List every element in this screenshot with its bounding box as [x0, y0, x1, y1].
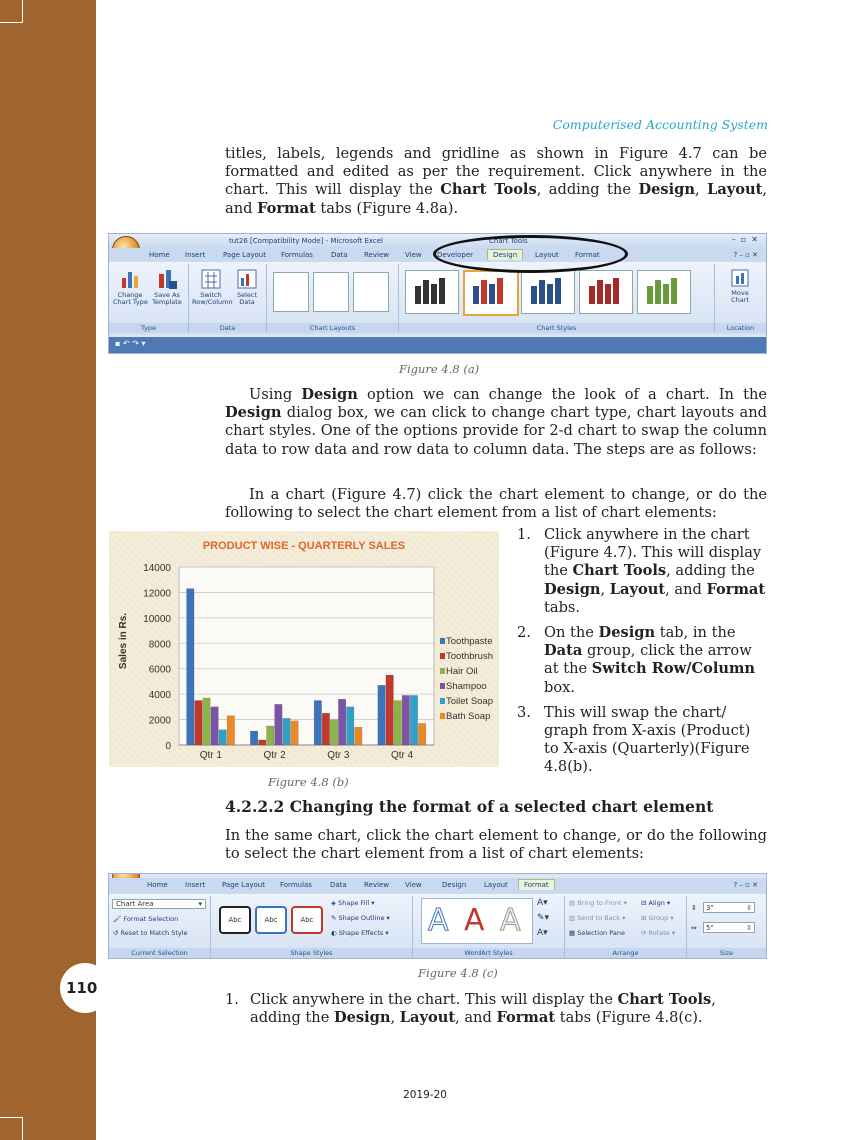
chart-area-select[interactable]: Chart Area ▾: [112, 899, 206, 909]
tab-layout[interactable]: Layout: [535, 251, 559, 259]
tab-review[interactable]: Review: [364, 881, 389, 889]
tab-view[interactable]: View: [405, 881, 422, 889]
page-footer: 2019-20: [403, 1089, 447, 1101]
bar-shampoo: [211, 707, 219, 745]
crop-mark-bottom: [0, 1117, 23, 1140]
tab-formulas[interactable]: Formulas: [281, 251, 313, 259]
tab-view[interactable]: View: [405, 251, 422, 259]
chart-svg: [109, 531, 499, 767]
send-to-back-button[interactable]: ▥ Send to Back ▾: [569, 914, 626, 922]
legend-swatch: [440, 683, 445, 689]
legend-swatch: [440, 638, 445, 644]
chart-tools-label: Chart Tools: [489, 237, 528, 245]
text-outline-icon[interactable]: ✎▾: [537, 913, 550, 923]
shape-style-2[interactable]: Abc: [255, 906, 287, 934]
help-icon[interactable]: ? – ▫ ✕: [733, 881, 758, 889]
bar-bath-soap: [291, 721, 299, 745]
bar-toothbrush: [386, 675, 394, 745]
shape-effects-button[interactable]: ◐ Shape Effects ▾: [331, 929, 389, 937]
page-number: 110: [60, 963, 110, 1013]
format-paragraph: In the same chart, click the chart element to change, or do the following to select the chart element from a list of chart elements:: [225, 827, 767, 863]
group-label-chart-styles: Chart Styles: [399, 323, 714, 333]
group-chart-styles: [399, 264, 715, 333]
width-field[interactable]: 5" ⇳: [703, 922, 755, 933]
y-tick-label: 14000: [143, 563, 171, 574]
ribbon-tabs: [109, 878, 766, 894]
y-tick-label: 2000: [148, 715, 171, 727]
group-label-data: Data: [189, 323, 266, 333]
stepper-icon[interactable]: ⇳: [746, 924, 752, 932]
selection-pane-button[interactable]: ▦ Selection Pane: [569, 929, 625, 937]
stepper-icon[interactable]: ⇳: [746, 904, 752, 912]
y-tick-label: 12000: [143, 588, 171, 600]
format-ribbon-screenshot: [108, 873, 767, 959]
bar-toothbrush: [322, 713, 330, 745]
legend-entry: Hair Oil: [446, 666, 478, 677]
legend-entry: Toothbrush: [446, 651, 494, 662]
bar-hair-oil: [330, 720, 338, 745]
group-location: [715, 264, 766, 333]
legend-swatch: [440, 698, 445, 704]
tab-formulas[interactable]: Formulas: [280, 881, 312, 889]
y-tick-label: 8000: [148, 639, 171, 651]
bar-bath-soap: [355, 727, 363, 745]
figure-caption-c: Figure 4.8 (c): [418, 966, 498, 980]
tab-page-layout[interactable]: Page Layout: [222, 881, 265, 889]
list-item: 2. On the Design tab, in the Data group, click the arrow at the Switch Row/Column box.: [517, 624, 756, 696]
wordart-gallery[interactable]: [421, 898, 533, 944]
bar-shampoo: [402, 695, 410, 745]
ribbon-body: [109, 262, 766, 335]
wordart-style-1[interactable]: A: [428, 903, 449, 938]
legend-entry: Bath Soap: [446, 711, 491, 722]
ribbon-body: [109, 894, 766, 958]
tab-page-layout[interactable]: Page Layout: [223, 251, 266, 259]
layout-thumb-2[interactable]: [313, 272, 349, 312]
bar-toilet-soap: [346, 707, 354, 745]
group-current-selection: [109, 896, 211, 958]
height-field[interactable]: 3" ⇳: [703, 902, 755, 913]
tab-format[interactable]: Format: [518, 879, 555, 890]
tab-data[interactable]: Data: [331, 251, 348, 259]
bar-hair-oil: [203, 698, 211, 745]
text-effects-icon[interactable]: A▾: [537, 928, 548, 938]
list-item: 1. Click anywhere in the chart (Figure 4.7). This will display the Chart Tools, adding the Design, Layout, and Format tabs.: [517, 526, 766, 616]
bar-toothpaste: [378, 685, 386, 745]
group-data: [189, 264, 267, 333]
section-heading: 4.2.2.2 Changing the format of a selected chart element: [225, 797, 714, 816]
legend-swatch: [440, 713, 445, 719]
select-data-button[interactable]: Select Data: [231, 268, 263, 306]
x-tick-label: Qtr 1: [199, 750, 222, 761]
bar-toothbrush: [258, 740, 266, 745]
chart-tools-highlight-ellipse: [433, 235, 628, 273]
group-size: [687, 896, 766, 958]
y-tick-label: 0: [165, 741, 171, 752]
layout-thumb-3[interactable]: [353, 272, 389, 312]
chart-type-icon: [119, 268, 141, 290]
group-label-wordart-styles: WordArt Styles: [413, 948, 564, 958]
wordart-style-2[interactable]: A: [464, 903, 485, 938]
window-controls-icon[interactable]: – ▫ ✕: [731, 235, 758, 244]
running-head: Computerised Accounting System: [552, 117, 768, 132]
switch-row-column-button[interactable]: Switch Row/Column: [192, 268, 230, 306]
group-shape-styles: [211, 896, 413, 958]
x-tick-label: Qtr 4: [391, 750, 414, 761]
chevron-down-icon: ▾: [198, 900, 202, 908]
shape-fill-button[interactable]: ◈ Shape Fill ▾: [331, 899, 375, 907]
y-tick-label: 4000: [148, 690, 171, 702]
y-axis-title: Sales in Rs.: [118, 612, 129, 670]
window-title-bar: [109, 234, 766, 248]
tab-insert[interactable]: Insert: [185, 881, 206, 889]
reset-style-button[interactable]: ↺ Reset to Match Style: [113, 929, 188, 937]
bar-toothpaste: [187, 589, 195, 745]
select-data-icon: [236, 268, 258, 290]
bar-toothpaste: [314, 701, 322, 746]
tab-format[interactable]: Format: [575, 251, 600, 259]
group-label-arrange: Arrange: [565, 948, 686, 958]
x-tick-label: Qtr 3: [327, 750, 350, 761]
figure-caption-b: Figure 4.8 (b): [268, 775, 349, 789]
group-wordart-styles: [413, 896, 565, 958]
group-label-chart-layouts: Chart Layouts: [267, 323, 398, 333]
group-label-shape-styles: Shape Styles: [211, 948, 412, 958]
tab-insert[interactable]: Insert: [185, 251, 206, 259]
move-chart-icon: [730, 268, 750, 288]
crop-mark-top: [0, 0, 23, 23]
rotate-button[interactable]: ⟳ Rotate ▾: [641, 929, 676, 937]
group-label-type: Type: [109, 323, 188, 333]
intro-paragraph: titles, labels, legends and gridline as shown in Figure 4.7 can be formatted and edited as per the requirement. Click anywhere in the chart. This will display the Chart Tools, adding the Design, Layout, and Format tabs (Figure 4.8a).: [225, 145, 767, 217]
legend-swatch: [440, 653, 445, 659]
group-type: [109, 264, 189, 333]
legend-entry: Toilet Soap: [446, 696, 494, 707]
shape-style-1[interactable]: Abc: [219, 906, 251, 934]
move-chart-button[interactable]: Move Chart: [723, 268, 757, 304]
legend-entry: Shampoo: [446, 681, 487, 692]
width-icon: ⇔: [691, 924, 697, 932]
align-button[interactable]: ⊟ Align ▾: [641, 899, 671, 907]
bar-shampoo: [275, 704, 283, 745]
group-label-location: Location: [715, 323, 766, 333]
text-fill-icon[interactable]: A▾: [537, 898, 548, 908]
change-chart-type-button[interactable]: Change Chart Type: [113, 268, 147, 306]
tab-design[interactable]: Design: [442, 881, 467, 889]
bar-toothpaste: [250, 731, 258, 745]
switch-icon: [200, 268, 222, 290]
shape-outline-button[interactable]: ✎ Shape Outline ▾: [331, 914, 390, 922]
quick-access-toolbar: [109, 337, 766, 353]
bar-hair-oil: [267, 726, 275, 745]
save-as-template-button[interactable]: Save As Template: [149, 268, 185, 306]
bar-bath-soap: [227, 716, 235, 745]
wordart-style-3[interactable]: A: [500, 903, 521, 938]
chart-title: PRODUCT WISE - QUARTERLY SALES: [202, 540, 406, 552]
bar-bath-soap: [418, 723, 426, 745]
bottom-step: 1. Click anywhere in the chart. This will display the Chart Tools, adding the Design, Layout, and Format tabs (Figure 4.8(c).: [225, 991, 716, 1027]
tab-home[interactable]: Home: [149, 251, 170, 259]
group-chart-layouts: [267, 264, 399, 333]
list-item: 3. This will swap the chart/ graph from X-axis (Product) to X-axis (Quarterly)(Figure 4.8(b).: [517, 703, 751, 776]
tab-design[interactable]: Design: [487, 249, 523, 260]
group-button[interactable]: ⊞ Group ▾: [641, 914, 674, 922]
select-paragraph: In a chart (Figure 4.7) click the chart element to change, or do the following to select the chart element from a list of chart elements:: [225, 486, 767, 522]
window-title: tut26 [Compatibility Mode] - Microsoft Excel: [229, 237, 383, 245]
bar-toothbrush: [195, 701, 203, 746]
bar-shampoo: [338, 699, 346, 745]
product-sales-chart: [109, 531, 499, 767]
design-paragraph: Using Design option we can change the look of a chart. In the Design dialog box, we can click to change chart type, chart layouts and chart styles. One of the options provide for 2-d chart to swap the column data to row data and row data to column data. The steps are as follows:: [225, 386, 767, 458]
tab-layout[interactable]: Layout: [484, 881, 508, 889]
tab-data[interactable]: Data: [330, 881, 347, 889]
steps-list: [517, 526, 767, 784]
height-icon: ⇕: [691, 904, 697, 912]
tab-developer[interactable]: Developer: [437, 251, 474, 259]
group-arrange: [565, 896, 687, 958]
y-tick-label: 6000: [148, 664, 171, 676]
bring-to-front-button[interactable]: ▤ Bring to Front ▾: [569, 899, 627, 907]
y-tick-label: 10000: [143, 613, 171, 625]
help-icon[interactable]: ? – ▫ ✕: [733, 251, 758, 259]
template-icon: [156, 268, 178, 290]
layout-thumb-1[interactable]: [273, 272, 309, 312]
bar-toilet-soap: [410, 695, 418, 745]
tab-review[interactable]: Review: [364, 251, 389, 259]
quick-access-icons[interactable]: ▪ ↶ ↷ ▾: [115, 339, 146, 348]
legend-entry: Toothpaste: [446, 636, 493, 647]
legend-swatch: [440, 668, 445, 674]
x-tick-label: Qtr 2: [263, 750, 286, 761]
tab-home[interactable]: Home: [147, 881, 168, 889]
bar-hair-oil: [394, 701, 402, 746]
figure-caption-a: Figure 4.8 (a): [399, 362, 480, 376]
format-selection-button[interactable]: 🖌 Format Selection: [113, 915, 179, 923]
bar-toilet-soap: [219, 730, 227, 745]
group-label-size: Size: [687, 948, 766, 958]
shape-style-3[interactable]: Abc: [291, 906, 323, 934]
bar-toilet-soap: [283, 718, 291, 745]
group-label-current-selection: Current Selection: [109, 948, 210, 958]
